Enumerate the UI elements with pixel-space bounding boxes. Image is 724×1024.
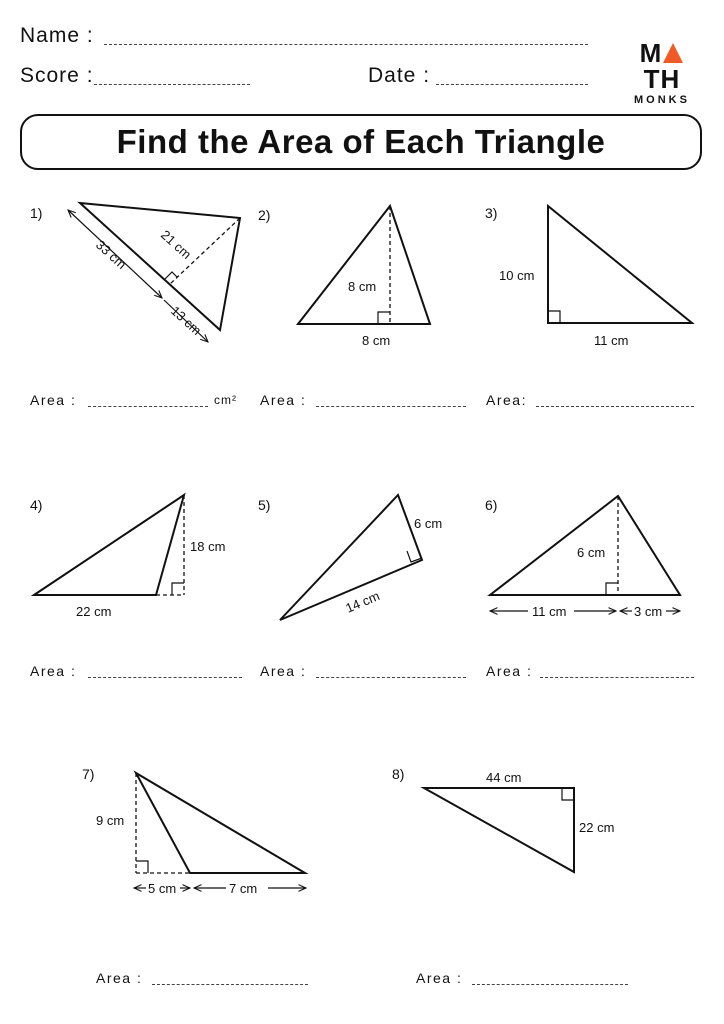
triangle-7 <box>96 773 306 896</box>
problem-3-area-label: Area: <box>486 392 527 408</box>
problem-6-label-base-a: 11 cm <box>532 604 567 619</box>
problem-2-area-label: Area : <box>260 392 307 408</box>
problem-7-number: 7) <box>82 766 95 782</box>
problem-6-label-base-b: 3 cm <box>634 604 663 619</box>
problem-3-number: 3) <box>485 205 498 221</box>
problem-1-area-label: Area : <box>30 392 77 408</box>
triangle-3 <box>499 206 692 348</box>
problem-8-number: 8) <box>392 766 405 782</box>
triangle-5 <box>280 495 442 620</box>
problem-4-label-height: 18 cm <box>190 539 226 554</box>
problem-7-label-height: 9 cm <box>96 813 125 828</box>
problem-4-number: 4) <box>30 497 43 513</box>
problem-6-area-label: Area : <box>486 663 533 679</box>
date-label: Date : <box>368 64 431 87</box>
problem-5-label-leg-b: 14 cm <box>343 588 382 616</box>
triangle-6 <box>490 496 680 619</box>
score-label: Score : <box>20 64 94 87</box>
problem-8-label-top: 44 cm <box>486 770 522 785</box>
problem-7-label-base-a: 5 cm <box>148 881 177 896</box>
problem-2-number: 2) <box>258 207 271 223</box>
problem-6-number: 6) <box>485 497 498 513</box>
problem-7-area-label: Area : <box>96 970 143 986</box>
problem-8-label-side: 22 cm <box>579 820 615 835</box>
triangle-8 <box>424 770 614 872</box>
logo-th: TH <box>643 64 681 94</box>
problem-3-label-height: 10 cm <box>499 268 535 283</box>
triangle-1 <box>68 203 240 342</box>
problem-2-label-height: 8 cm <box>348 279 377 294</box>
problem-6-label-height: 6 cm <box>577 545 606 560</box>
logo-m: M <box>639 38 663 68</box>
problem-5-label-leg-a: 6 cm <box>414 516 443 531</box>
problem-4-area-label: Area : <box>30 663 77 679</box>
problem-4-label-base: 22 cm <box>76 604 112 619</box>
problem-3-label-base: 11 cm <box>594 333 629 348</box>
problem-1-label-33: 33 cm <box>92 237 130 272</box>
triangle-2 <box>298 206 430 348</box>
problem-1-unit: cm² <box>214 393 237 407</box>
page-title: Find the Area of Each Triangle <box>116 123 606 160</box>
problem-8-area-label: Area : <box>416 970 463 986</box>
name-label: Name : <box>20 24 94 47</box>
problem-5-number: 5) <box>258 497 271 513</box>
problem-1-number: 1) <box>30 205 43 221</box>
problem-7-label-base-b: 7 cm <box>229 881 258 896</box>
logo-monks: MONKS <box>634 94 690 106</box>
problem-1-label-13: 13 cm <box>167 303 205 338</box>
problem-2-label-base: 8 cm <box>362 333 391 348</box>
triangle-4 <box>34 495 225 619</box>
problem-1-label-21: 21 cm <box>157 227 195 262</box>
problem-5-area-label: Area : <box>260 663 307 679</box>
